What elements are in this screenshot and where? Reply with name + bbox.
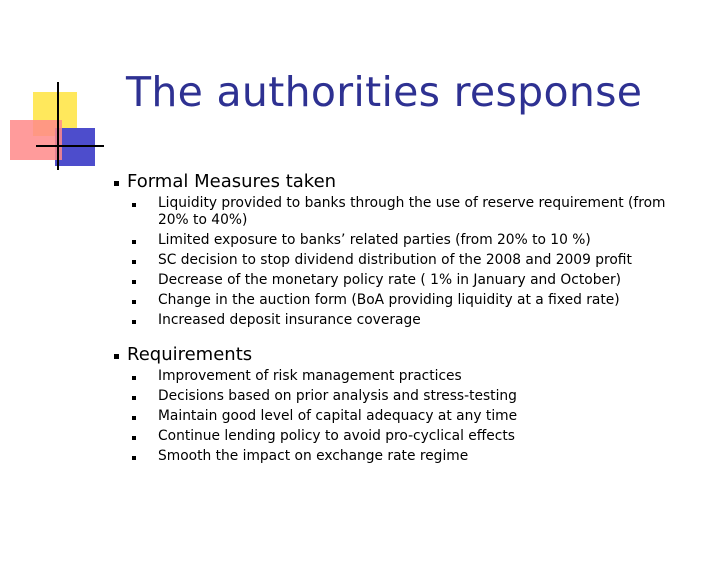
item-text: Increased deposit insurance coverage (158, 312, 421, 328)
list-item (158, 368, 690, 385)
bullet-icon (132, 240, 136, 244)
bullet-icon (132, 203, 136, 207)
sub-list (158, 195, 690, 329)
heading-text: Requirements (127, 344, 253, 365)
decorative-logo (0, 0, 110, 180)
bullet-icon (132, 320, 136, 324)
bullet-icon (132, 416, 136, 420)
item-text: Improvement of risk management practices (158, 368, 462, 384)
list-item (158, 252, 690, 269)
bullet-icon (114, 181, 119, 186)
item-text: Continue lending policy to avoid pro-cyclical effects (158, 428, 515, 444)
sub-list (158, 368, 690, 465)
section-formal-measures (110, 171, 710, 332)
list-item (158, 272, 690, 289)
list-item (158, 408, 690, 425)
item-text: SC decision to stop dividend distribution of the 2008 and 2009 profit (158, 252, 632, 268)
list-item (158, 448, 690, 465)
item-text: Maintain good level of capital adequacy at any time (158, 408, 518, 424)
list-item (158, 292, 690, 309)
bullet-icon (132, 300, 136, 304)
item-text: Smooth the impact on exchange rate regime (158, 448, 469, 464)
item-text: Liquidity provided to banks through the use of reserve requirement (from 20% to 40%) (158, 195, 666, 228)
list-item (158, 195, 690, 229)
section-requirements (110, 344, 710, 468)
item-text: Decisions based on prior analysis and stress-testing (158, 388, 517, 404)
bullet-icon (114, 354, 119, 359)
slide-title: The authorities response (126, 68, 643, 116)
logo-pink-square (10, 120, 62, 160)
section-heading (110, 344, 710, 366)
item-text: Decrease of the monetary policy rate ( 1% in January and October) (158, 272, 622, 288)
heading-text: Formal Measures taken (127, 171, 337, 192)
bullet-icon (132, 280, 136, 284)
list-item (158, 232, 690, 249)
bullet-icon (132, 436, 136, 440)
list-item (158, 388, 690, 405)
bullet-icon (132, 456, 136, 460)
bullet-icon (132, 376, 136, 380)
item-text: Change in the auction form (BoA providing liquidity at a fixed rate) (158, 292, 620, 308)
bullet-icon (132, 260, 136, 264)
list-item (158, 312, 690, 329)
section-heading (110, 171, 710, 193)
item-text: Limited exposure to banks’ related parties (from 20% to 10 %) (158, 232, 591, 248)
bullet-icon (132, 396, 136, 400)
list-item (158, 428, 690, 445)
